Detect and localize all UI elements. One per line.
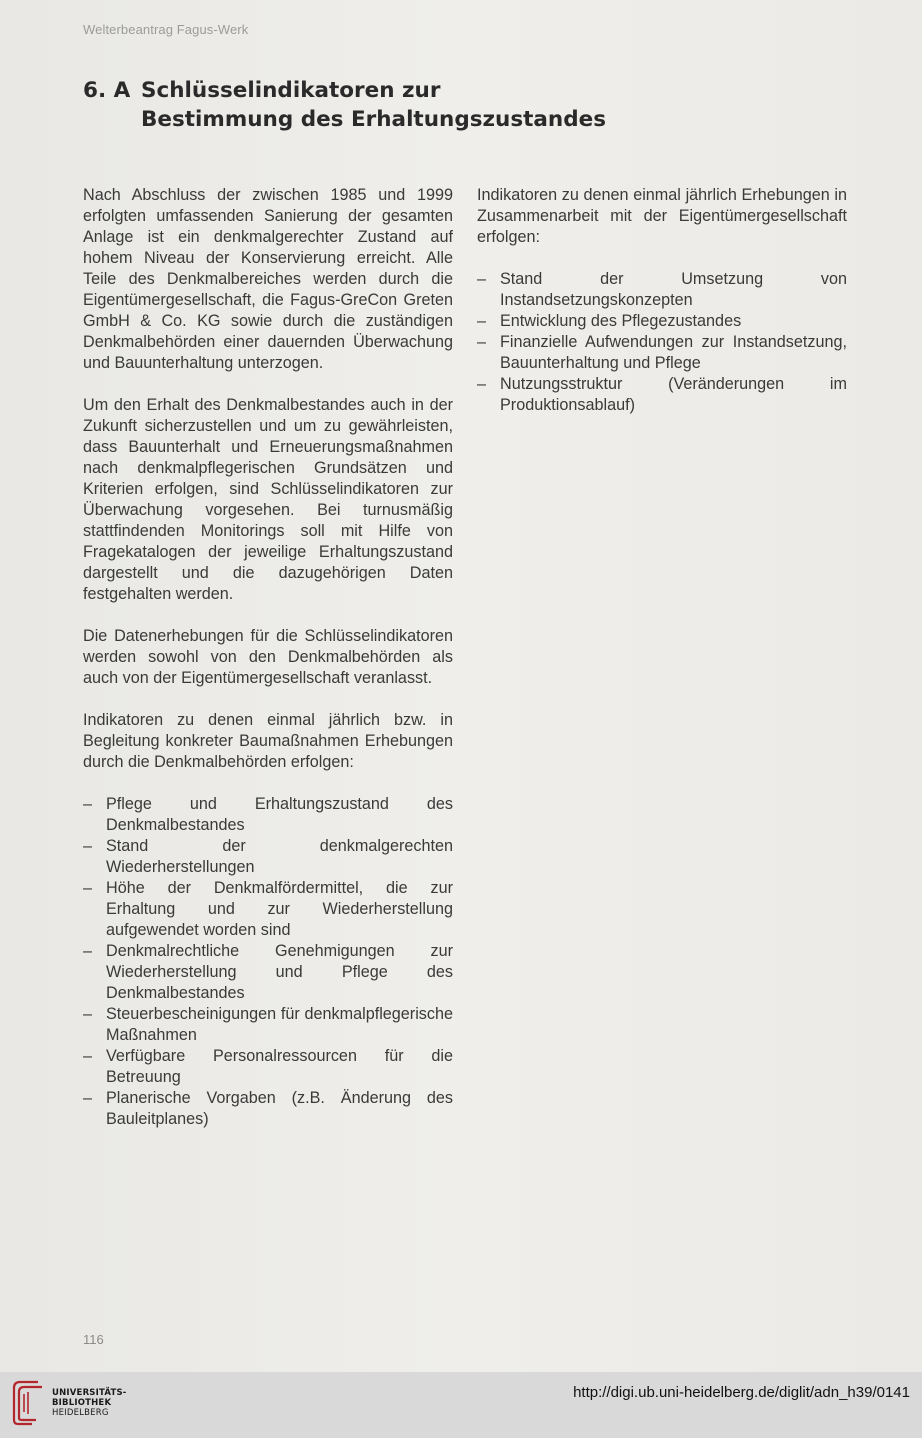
paragraph: Indikatoren zu denen einmal jährlich Erhebungen in Zusammenarbeit mit der Eigentümergesellschaft erfolgen: [477,186,847,246]
list-item: – Entwicklung des Pflegezustandes [477,312,742,330]
list-item: – Pflege und Erhaltungszustand des Denkmalbestandes [83,795,453,834]
running-header: Welterbeantrag Fagus-Werk [83,22,249,37]
list-item: – Steuerbescheinigungen für denkmalpflegerische Maßnahmen [83,1005,453,1044]
left-column [83,185,453,1151]
section-heading [83,76,606,134]
authority-indicator-list [83,794,453,1130]
owner-indicator-list [477,269,847,416]
section-number: 6. A [83,78,131,103]
section-title-line-1: Schlüsselindikatoren zur [141,78,441,103]
list-item: – Stand der Umsetzung von Instandsetzungskonzepten [477,270,847,309]
page-number: 116 [83,1332,104,1347]
list-item: – Planerische Vorgaben (z.B. Änderung des Bauleitplanes) [83,1089,453,1128]
paragraph: Die Datenerhebungen für die Schlüsselindikatoren werden sowohl von den Denkmalbehörden als auch von der Eigentümergesellschaft veranlasst. [83,627,453,687]
source-url[interactable]: http://digi.ub.uni-heidelberg.de/diglit/adn_h39/0141 [573,1384,910,1401]
paragraph: Um den Erhalt des Denkmalbestandes auch in der Zukunft sicherzustellen und um zu gewährleisten, dass Bauunterhalt und Erneuerungsmaßnahmen nach denkmalpflegerischen Grundsätzen und Kriterien erfolgen, sind Schlüsselindikatoren zur Überwachung vorgesehen. Bei turnusmäßig stattfindenden Monitorings soll mit Hilfe von Fragekatalogen der jeweilige Erhaltungszustand dargestellt und die dazugehörigen Daten festgehalten werden. [83,396,453,603]
list-item: – Stand der denkmalgerechten Wiederherstellungen [83,837,453,876]
section-title-line-2: Bestimmung des Erhaltungszustandes [141,107,606,132]
list-item: – Denkmalrechtliche Genehmigungen zur Wiederherstellung und Pflege des Denkmalbestandes [83,942,453,1002]
paragraph: Nach Abschluss der zwischen 1985 und 1999 erfolgten umfassenden Sanierung der gesamten Anlage ist ein denkmalgerechter Zustand auf hohem Niveau der Konservierung erreicht. Alle Teile des Denkmalbereiches werden durch die Eigentümergesellschaft, die Fagus-GreCon Greten GmbH & Co. KG sowie durch die zuständigen Denkmalbehörden einer dauernden Überwachung und Bauunterhaltung unterzogen. [83,186,453,372]
paragraph: Indikatoren zu denen einmal jährlich bzw. in Begleitung konkreter Baumaßnahmen Erhebungen durch die Denkmalbehörden erfolgen: [83,711,453,771]
list-item: – Finanzielle Aufwendungen zur Instandsetzung, Bauunterhaltung und Pflege [477,333,847,372]
list-item: – Höhe der Denkmalfördermittel, die zur Erhaltung und zur Wiederherstellung aufgewendet worden sind [83,879,453,939]
library-logo-text: UNIVERSITÄTS- BIBLIOTHEK HEIDELBERG [52,1388,127,1418]
viewer-footer [0,1372,922,1438]
library-logo-icon [10,1378,46,1428]
list-item: – Verfügbare Personalressourcen für die Betreuung [83,1047,453,1086]
list-item: – Nutzungsstruktur (Veränderungen im Produktionsablauf) [477,375,847,414]
right-column [477,185,847,437]
